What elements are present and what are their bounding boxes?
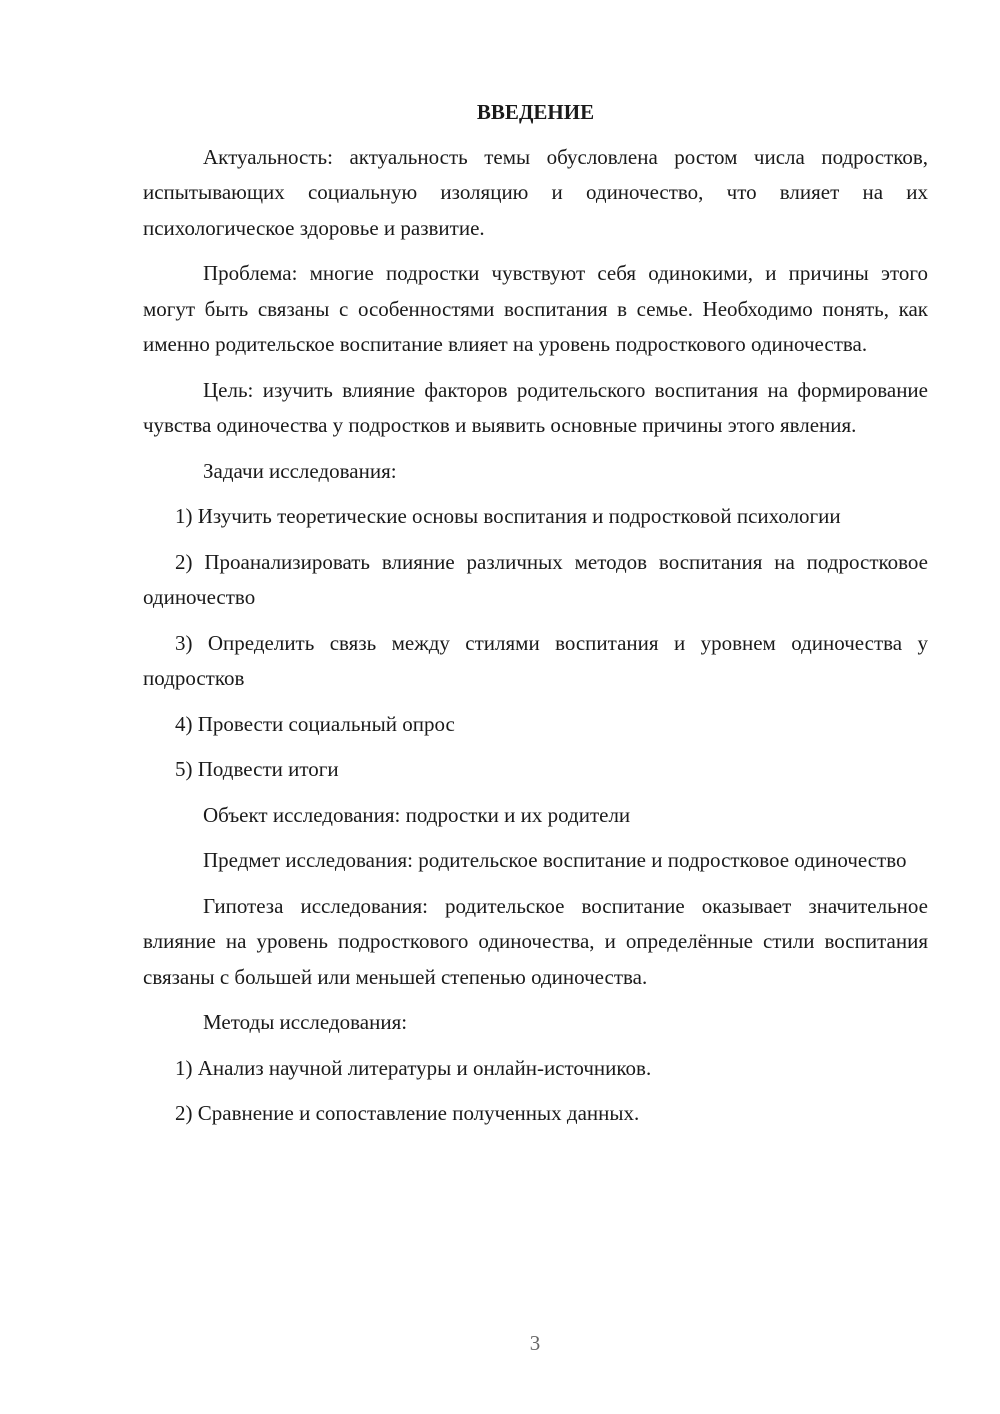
method-item: 1) Анализ научной литературы и онлайн-источников. xyxy=(175,1055,652,1080)
task-item: 3) Определить связь между стилями воспитания и уровнем одиночества у подростков xyxy=(143,630,928,690)
task-item: 4) Провести социальный опрос xyxy=(175,711,455,736)
method-item: 2) Сравнение и сопоставление полученных данных. xyxy=(175,1101,640,1125)
subject-paragraph: Предмет исследования: родительское воспитание и подростковое одиночество xyxy=(203,848,907,872)
hypothesis-paragraph: Гипотеза исследования: родительское воспитание оказывает значительное влияние на уровень подросткового одиночества, и определённые стили воспитания связаны с большей или меньшей степенью одиночества. xyxy=(143,893,928,989)
goal-paragraph: Цель: изучить влияние факторов родительского воспитания на формирование чувства одиночества у подростков и выявить основные причины этого явления. xyxy=(143,377,928,437)
task-item: 1) Изучить теоретические основы воспитания и подростковой психологии xyxy=(175,504,841,528)
section-title: ВВЕДЕНИЕ xyxy=(476,100,595,124)
tasks-heading: Задачи исследования: xyxy=(203,458,397,483)
problem-paragraph: Проблема: многие подростки чувствуют себя одинокими, и причины этого могут быть связаны с особенностями воспитания в семье. Необходимо понять, как именно родительское воспитание влияет на уровень подросткового одиночества. xyxy=(143,261,928,356)
object-paragraph: Объект исследования: подростки и их родители xyxy=(203,802,631,827)
relevance-paragraph: Актуальность: актуальность темы обусловлена ростом числа подростков, испытывающих социальную изоляцию и одиночество, что влияет на их психологическое здоровье и развитие. xyxy=(143,144,928,240)
page-number: 3 xyxy=(529,1331,541,1355)
task-item: 2) Проанализировать влияние различных методов воспитания на подростковое одиночество xyxy=(143,549,928,609)
page-content xyxy=(143,95,928,1142)
methods-heading: Методы исследования: xyxy=(203,1010,408,1034)
task-item: 5) Подвести итоги xyxy=(175,757,339,781)
